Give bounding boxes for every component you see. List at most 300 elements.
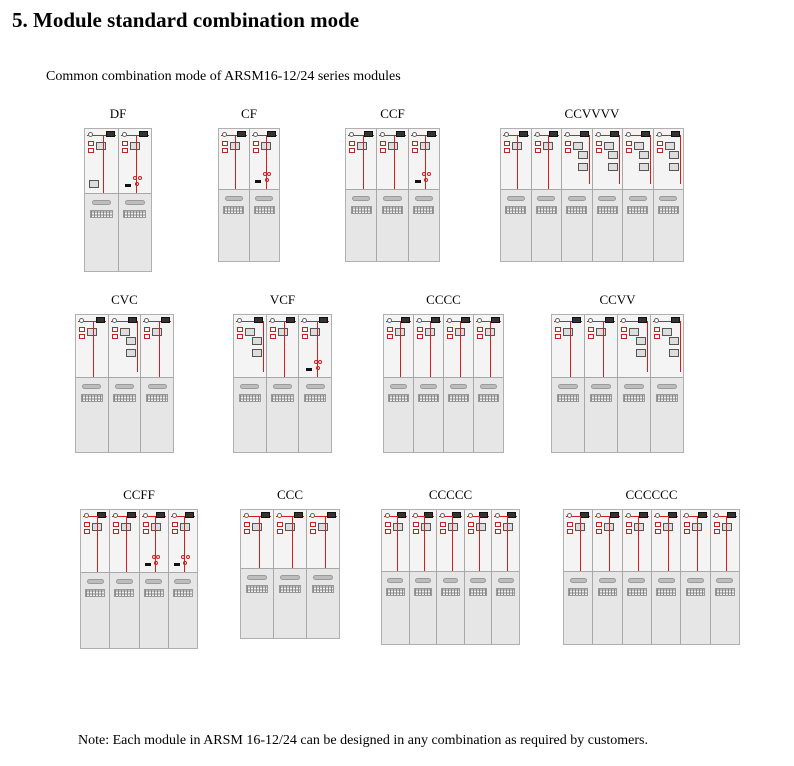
breaker-icon [669, 151, 679, 159]
door-handle-icon [116, 579, 133, 584]
meter-icon [237, 131, 246, 137]
vent-grille-icon [469, 588, 488, 596]
relay-icon [222, 148, 228, 153]
riser-line [259, 516, 260, 569]
breaker-icon [578, 151, 588, 159]
meter-icon [106, 131, 115, 137]
relay-icon [84, 522, 90, 527]
unit-upper-panel [414, 315, 443, 378]
door-handle-icon [352, 196, 370, 201]
relay-icon [412, 141, 418, 146]
meter-icon [185, 512, 194, 518]
relay-icon [277, 522, 283, 527]
relay-icon [468, 529, 474, 534]
door-handle-icon [628, 578, 645, 583]
riser-line [647, 321, 648, 372]
door-handle-icon [507, 196, 525, 201]
meter-icon [639, 512, 648, 518]
load-switch-icon [130, 142, 140, 150]
module-unit-c [501, 129, 532, 261]
load-switch-icon [573, 142, 583, 150]
vent-grille-icon [598, 588, 618, 596]
combination-label: CCCCC [428, 487, 473, 502]
relay-icon [237, 327, 243, 332]
riser-line [126, 516, 127, 573]
module-unit-c [552, 315, 585, 452]
unit-upper-panel [85, 129, 118, 194]
vent-grille-icon [223, 206, 244, 214]
switchgear-cabinet [381, 509, 520, 645]
relay-icon [596, 529, 602, 534]
vent-grille-icon [146, 394, 168, 402]
relay-icon [588, 327, 594, 332]
indicator-lamp-icon [655, 513, 660, 518]
page-subtitle: Common combination mode of ARSM16-12/24 series modules [46, 69, 401, 84]
indicator-lamp-icon [504, 132, 509, 137]
meter-icon [698, 512, 707, 518]
indicator-lamp-icon [657, 132, 662, 137]
relay-icon [495, 522, 501, 527]
relay-icon [88, 148, 94, 153]
unit-upper-panel [651, 315, 683, 378]
earthing-icon [415, 180, 421, 183]
module-unit-c [410, 510, 438, 644]
earthing-icon [145, 563, 151, 566]
module-unit-c [711, 510, 739, 644]
switchgear-cabinet [84, 128, 152, 272]
door-handle-icon [306, 384, 325, 389]
meter-icon [327, 512, 336, 518]
riser-line [609, 516, 610, 572]
load-switch-icon [596, 328, 606, 336]
page-heading: 5. Module standard combination mode [12, 8, 360, 32]
door-handle-icon [716, 578, 733, 583]
meter-icon [127, 512, 136, 518]
load-switch-icon [503, 523, 513, 531]
relay-icon [447, 327, 453, 332]
relay-icon [387, 334, 393, 339]
relay-icon [684, 522, 690, 527]
load-switch-icon [563, 328, 573, 336]
unit-upper-panel [110, 510, 138, 573]
door-handle-icon [280, 575, 299, 580]
module-unit-d [85, 129, 119, 271]
vent-grille-icon [448, 394, 468, 402]
load-switch-icon [665, 142, 675, 150]
relay-icon [270, 334, 276, 339]
module-unit-f [250, 129, 280, 261]
door-handle-icon [498, 578, 514, 583]
riser-line [638, 516, 639, 572]
indicator-lamp-icon [626, 132, 631, 137]
relay-icon [112, 327, 118, 332]
door-handle-icon [87, 579, 104, 584]
indicator-lamp-icon [112, 318, 117, 323]
meter-icon [549, 131, 558, 137]
unit-upper-panel [141, 315, 173, 378]
unit-upper-panel [654, 129, 684, 190]
meter-icon [364, 131, 373, 137]
meter-icon [128, 317, 137, 323]
relay-icon [621, 327, 627, 332]
door-handle-icon [591, 384, 610, 389]
meter-icon [431, 317, 440, 323]
riser-line [363, 135, 364, 190]
meter-icon [727, 512, 736, 518]
load-switch-icon [421, 523, 431, 531]
load-switch-icon [310, 328, 320, 336]
module-unit-c [532, 129, 563, 261]
meter-icon [424, 512, 433, 518]
riser-line [479, 516, 480, 572]
relay-icon [626, 141, 632, 146]
door-handle-icon [240, 384, 259, 389]
load-switch-icon [245, 328, 255, 336]
meter-icon [491, 317, 500, 323]
breaker-icon [126, 349, 136, 357]
vent-grille-icon [113, 394, 135, 402]
indicator-lamp-icon [468, 513, 473, 518]
unit-upper-panel [562, 129, 592, 190]
indicator-lamp-icon [684, 513, 689, 518]
indicator-lamp-icon [535, 132, 540, 137]
fuse-icon [263, 172, 267, 176]
door-handle-icon [470, 578, 486, 583]
unit-upper-panel [593, 129, 623, 190]
relay-icon [504, 141, 510, 146]
vent-grille-icon [566, 206, 587, 214]
relay-icon [495, 529, 501, 534]
indicator-lamp-icon [88, 132, 93, 137]
meter-icon [668, 512, 677, 518]
meter-icon [319, 317, 328, 323]
module-unit-c [377, 129, 408, 261]
door-handle-icon [598, 196, 616, 201]
vent-grille-icon [568, 588, 588, 596]
earthing-icon [174, 563, 180, 566]
door-handle-icon [687, 578, 704, 583]
riser-line [680, 135, 681, 184]
indicator-lamp-icon [310, 513, 315, 518]
indicator-lamp-icon [349, 132, 354, 137]
vent-grille-icon [627, 588, 647, 596]
riser-line [284, 321, 285, 378]
combination-label: DF [109, 106, 127, 121]
unit-upper-panel [552, 315, 584, 378]
module-unit-c [437, 510, 465, 644]
vent-grille-icon [382, 206, 403, 214]
unit-upper-panel [169, 510, 197, 573]
module-unit-c [652, 510, 681, 644]
riser-line [680, 321, 681, 372]
unit-upper-panel [593, 510, 621, 572]
unit-upper-panel [76, 315, 108, 378]
unit-upper-panel [250, 129, 280, 190]
door-handle-icon [568, 196, 586, 201]
indicator-lamp-icon [113, 513, 118, 518]
unit-upper-panel [307, 510, 339, 569]
indicator-lamp-icon [412, 132, 417, 137]
vent-grille-icon [239, 394, 261, 402]
module-unit-v [654, 129, 684, 261]
door-handle-icon [255, 196, 273, 201]
relay-icon [380, 141, 386, 146]
switchgear-cabinet [500, 128, 684, 262]
unit-upper-panel [711, 510, 739, 572]
vent-grille-icon [279, 585, 301, 593]
indicator-lamp-icon [555, 318, 560, 323]
vent-grille-icon [85, 589, 105, 597]
vent-grille-icon [557, 394, 579, 402]
unit-upper-panel [409, 129, 439, 190]
relay-icon [88, 141, 94, 146]
relay-icon [565, 148, 571, 153]
meter-icon [396, 131, 405, 137]
indicator-lamp-icon [302, 318, 307, 323]
relay-icon [504, 148, 510, 153]
door-handle-icon [383, 196, 401, 201]
module-unit-c [444, 315, 474, 452]
relay-icon [654, 334, 660, 339]
relay-icon [270, 327, 276, 332]
vent-grille-icon [418, 394, 438, 402]
relay-icon [567, 522, 573, 527]
load-switch-icon [120, 328, 130, 336]
unit-upper-panel [140, 510, 168, 573]
breaker-icon [608, 163, 618, 171]
relay-icon [349, 148, 355, 153]
indicator-lamp-icon [588, 318, 593, 323]
meter-icon [96, 317, 105, 323]
riser-line [490, 321, 491, 378]
door-handle-icon [148, 384, 167, 389]
unit-upper-panel [274, 510, 306, 569]
riser-line [548, 135, 549, 190]
load-switch-icon [393, 523, 403, 531]
relay-icon [172, 522, 178, 527]
fuse-icon [183, 561, 187, 565]
unit-upper-panel [465, 510, 492, 572]
riser-line [517, 135, 518, 190]
module-unit-v [234, 315, 267, 452]
fuse-icon [316, 366, 320, 370]
relay-icon [385, 529, 391, 534]
breaker-icon [669, 337, 679, 345]
door-handle-icon [450, 384, 467, 389]
indicator-lamp-icon [621, 318, 626, 323]
meter-icon [286, 317, 295, 323]
door-handle-icon [115, 384, 134, 389]
module-unit-f [169, 510, 197, 648]
unit-upper-panel [267, 315, 299, 378]
door-handle-icon [313, 575, 332, 580]
relay-icon [596, 522, 602, 527]
module-unit-c [414, 315, 444, 452]
combination-label: CCF [380, 106, 405, 121]
relay-icon [113, 529, 119, 534]
load-switch-icon [152, 328, 162, 336]
unit-upper-panel [219, 129, 249, 190]
module-unit-f [409, 129, 439, 261]
indicator-lamp-icon [244, 513, 249, 518]
relay-icon [655, 522, 661, 527]
earthing-icon [125, 184, 131, 187]
switchgear-cabinet [345, 128, 440, 262]
module-unit-c [274, 510, 307, 638]
riser-line [103, 135, 104, 194]
vent-grille-icon [312, 585, 334, 593]
module-unit-c [267, 315, 300, 452]
indicator-lamp-icon [79, 318, 84, 323]
relay-icon [113, 522, 119, 527]
unit-upper-panel [501, 129, 531, 190]
riser-line [650, 135, 651, 184]
unit-upper-panel [234, 315, 266, 378]
relay-icon [565, 141, 571, 146]
meter-icon [401, 317, 410, 323]
vent-grille-icon [90, 210, 113, 218]
module-unit-c [81, 510, 110, 648]
riser-line [325, 516, 326, 569]
breaker-icon [252, 337, 262, 345]
unit-upper-panel [119, 129, 152, 194]
relay-icon [657, 148, 663, 153]
indicator-lamp-icon [237, 318, 242, 323]
vent-grille-icon [81, 394, 103, 402]
unit-upper-panel [623, 510, 651, 572]
module-unit-c [593, 510, 622, 644]
relay-icon [144, 334, 150, 339]
indicator-lamp-icon [596, 513, 601, 518]
vent-grille-icon [627, 206, 648, 214]
door-handle-icon [174, 579, 191, 584]
relay-icon [143, 522, 149, 527]
indicator-lamp-icon [565, 132, 570, 137]
meter-icon [267, 131, 276, 137]
meter-icon [294, 512, 303, 518]
load-switch-icon [662, 328, 672, 336]
door-handle-icon [82, 384, 101, 389]
door-handle-icon [387, 578, 403, 583]
vent-grille-icon [414, 588, 433, 596]
unit-upper-panel [437, 510, 464, 572]
meter-icon [580, 512, 589, 518]
relay-icon [535, 148, 541, 153]
riser-line [603, 321, 604, 378]
unit-upper-panel [346, 129, 376, 190]
module-unit-c [307, 510, 339, 638]
unit-upper-panel [618, 315, 650, 378]
door-handle-icon [415, 196, 433, 201]
unit-upper-panel [532, 129, 562, 190]
indicator-lamp-icon [387, 318, 392, 323]
module-unit-v [618, 315, 651, 452]
unit-upper-panel [384, 315, 413, 378]
relay-icon [654, 327, 660, 332]
fuse-icon [156, 555, 160, 559]
page-note: Note: Each module in ARSM 16-12/24 can be designed in any combination as required by customers. [78, 733, 648, 748]
door-handle-icon [420, 384, 437, 389]
vent-grille-icon [536, 206, 557, 214]
breaker-icon [639, 151, 649, 159]
breaker-icon [636, 349, 646, 357]
relay-icon [79, 334, 85, 339]
fuse-icon [138, 176, 142, 180]
relay-icon [626, 522, 632, 527]
indicator-lamp-icon [417, 318, 422, 323]
unit-upper-panel [444, 315, 473, 378]
riser-line [394, 135, 395, 190]
vent-grille-icon [144, 589, 164, 597]
breaker-icon [578, 163, 588, 171]
indicator-lamp-icon [385, 513, 390, 518]
module-unit-c [623, 510, 652, 644]
meter-icon [97, 512, 106, 518]
indicator-lamp-icon [440, 513, 445, 518]
indicator-lamp-icon [380, 132, 385, 137]
riser-line [507, 516, 508, 572]
combination-label: CF [241, 106, 257, 121]
vent-grille-icon [123, 210, 146, 218]
meter-icon [397, 512, 406, 518]
fuse-icon [427, 172, 431, 176]
load-switch-icon [476, 523, 486, 531]
relay-icon [143, 529, 149, 534]
load-switch-icon [96, 142, 106, 150]
fuse-icon [186, 555, 190, 559]
relay-icon [655, 529, 661, 534]
combination-label: CCCC [426, 292, 461, 307]
relay-icon [440, 522, 446, 527]
unit-upper-panel [81, 510, 109, 573]
riser-line [397, 516, 398, 572]
relay-icon [477, 334, 483, 339]
relay-icon [447, 334, 453, 339]
module-unit-c [681, 510, 710, 644]
combination-label: CCFF [123, 487, 155, 502]
vent-grille-icon [173, 589, 193, 597]
load-switch-icon [448, 523, 458, 531]
riser-line [97, 516, 98, 573]
module-unit-v [623, 129, 654, 261]
unit-upper-panel [382, 510, 409, 572]
earthing-icon [306, 368, 312, 371]
meter-icon [261, 512, 270, 518]
relay-icon [79, 327, 85, 332]
indicator-lamp-icon [277, 513, 282, 518]
indicator-lamp-icon [654, 318, 659, 323]
breaker-icon [639, 163, 649, 171]
disconnector-icon [89, 180, 99, 188]
relay-icon [567, 529, 573, 534]
vent-grille-icon [597, 206, 618, 214]
combination-label: CCCCCC [625, 487, 678, 502]
door-handle-icon [537, 196, 555, 201]
combination-label: CCC [276, 487, 303, 502]
meter-icon [605, 317, 614, 323]
fuse-icon [154, 561, 158, 565]
module-unit-c [564, 510, 593, 644]
relay-icon [277, 529, 283, 534]
vent-grille-icon [254, 206, 275, 214]
indicator-lamp-icon [270, 318, 275, 323]
door-handle-icon [125, 200, 145, 205]
riser-line [460, 321, 461, 378]
module-unit-f [299, 315, 331, 452]
door-handle-icon [390, 384, 407, 389]
vent-grille-icon [478, 394, 498, 402]
breaker-icon [252, 349, 262, 357]
